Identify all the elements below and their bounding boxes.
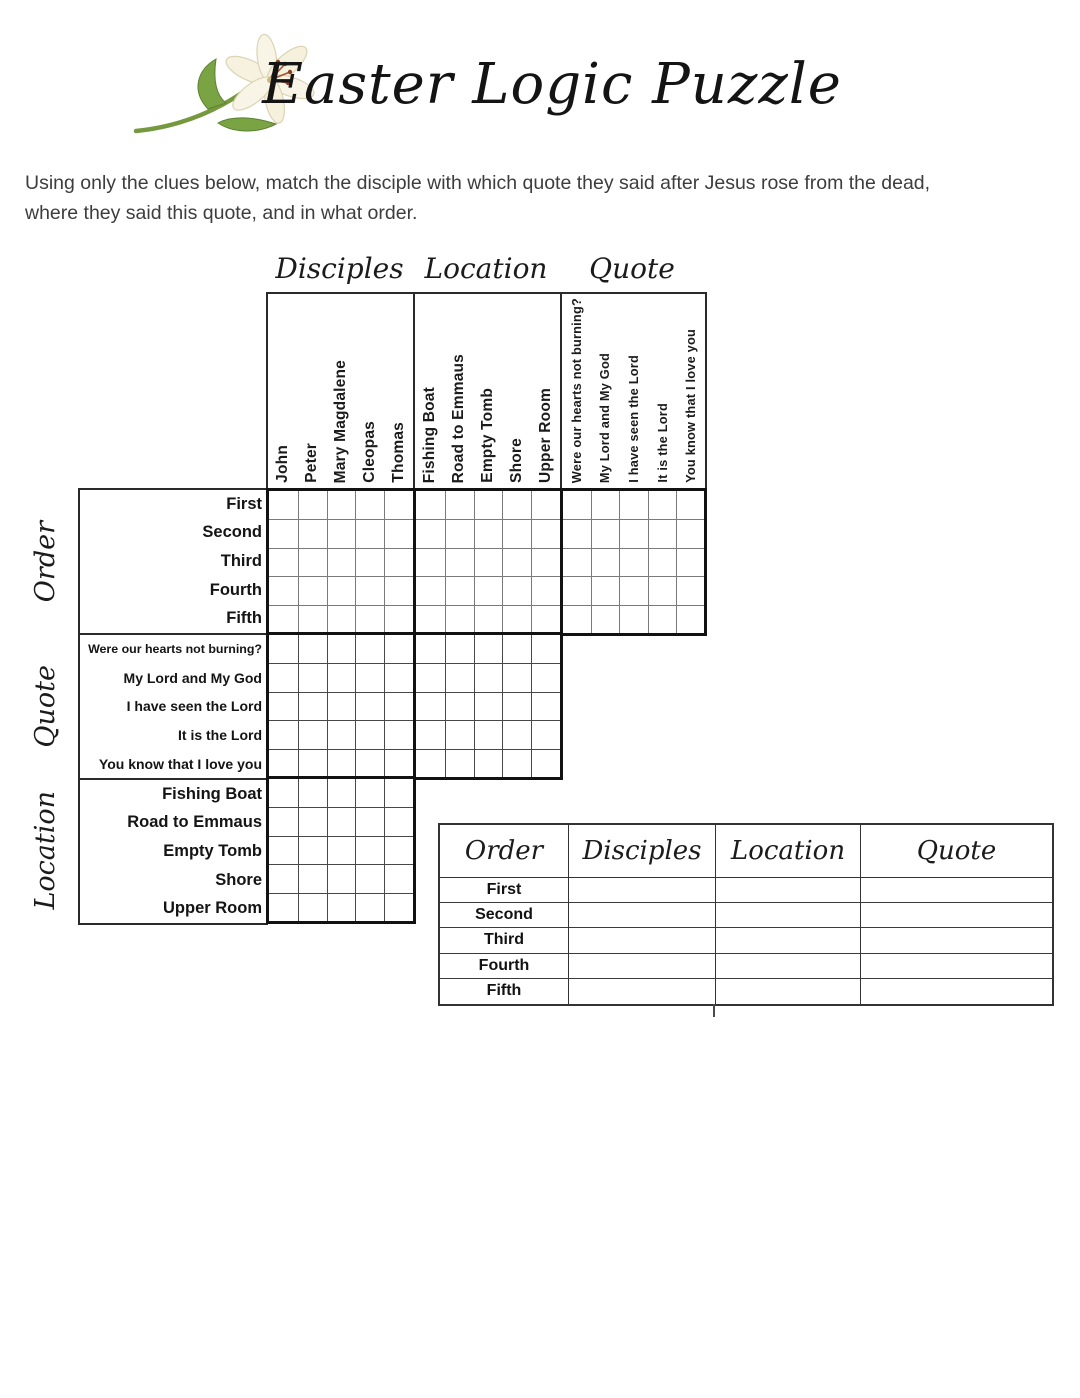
answer-cell-fourth-disciple[interactable] [568,954,715,979]
grid-cell[interactable] [474,548,503,576]
column-label-location: Fishing Boat [420,386,438,483]
grid-block-quote-disciples [266,632,416,780]
column-header-group-location [413,294,560,488]
grid-cell[interactable] [445,519,474,547]
grid-cell[interactable] [327,519,356,547]
row-group-label-order: Order [29,521,61,603]
grid-cell[interactable] [474,720,503,748]
grid-cell[interactable] [327,779,356,807]
column-label-location: Shore [507,438,525,483]
grid-cell[interactable] [269,807,298,835]
grid-cell[interactable] [384,635,413,663]
grid-cell[interactable] [563,576,591,604]
grid-cell[interactable] [384,807,413,835]
grid-cell[interactable] [502,491,531,519]
answer-header-order: Order [440,825,568,878]
grid-cell[interactable] [298,779,327,807]
row-label-location: Empty Tomb [163,841,262,860]
grid-cell[interactable] [384,720,413,748]
grid-cell[interactable] [502,749,531,777]
grid-cell[interactable] [298,663,327,691]
grid-block-order-location [413,488,563,636]
grid-cell[interactable] [327,605,356,633]
grid-cell[interactable] [563,519,591,547]
row-label-section-order [80,490,266,633]
grid-cell[interactable] [474,692,503,720]
grid-cell[interactable] [502,720,531,748]
grid-cell[interactable] [563,605,591,633]
grid-cell[interactable] [269,692,298,720]
grid-cell[interactable] [298,893,327,921]
grid-cell[interactable] [474,605,503,633]
row-label-order: Third [220,551,262,570]
column-label-quote: My Lord and My God [597,352,613,483]
grid-block-order-disciples [266,488,416,636]
column-header-group-disciples [266,294,413,488]
grid-cell[interactable] [676,576,704,604]
grid-cell[interactable] [269,864,298,892]
grid-cell[interactable] [327,635,356,663]
grid-cell[interactable] [676,491,704,519]
row-label-quote: My Lord and My God [123,669,262,686]
grid-cell[interactable] [327,836,356,864]
grid-cell[interactable] [416,491,445,519]
answer-cell-fifth-location[interactable] [715,979,860,1004]
grid-cell[interactable] [384,749,413,777]
grid-cell[interactable] [355,893,384,921]
grid-cell[interactable] [502,576,531,604]
grid-cell[interactable] [327,548,356,576]
column-label-disciple: Cleopas [360,421,378,483]
grid-cell[interactable] [445,548,474,576]
grid-cell[interactable] [416,576,445,604]
grid-cell[interactable] [384,893,413,921]
grid-cell[interactable] [298,519,327,547]
grid-cell[interactable] [591,519,619,547]
grid-cell[interactable] [531,692,560,720]
row-group-label-quote: Quote [29,664,61,748]
grid-cell[interactable] [502,548,531,576]
grid-cell[interactable] [269,519,298,547]
grid-cell[interactable] [269,491,298,519]
row-label-location: Fishing Boat [162,784,262,803]
column-label-disciple: Peter [302,443,320,483]
answer-cell-first-quote[interactable] [860,878,1052,903]
grid-cell[interactable] [563,491,591,519]
instructions-line-1: Using only the clues below, match the disciple with which quote they said after Jesus rose from the dead, [25,172,931,194]
grid-cell[interactable] [327,893,356,921]
grid-cell[interactable] [416,605,445,633]
grid-cell[interactable] [619,605,647,633]
answer-row-label: Third [440,928,568,953]
column-label-disciple: John [273,445,291,483]
answer-cell-second-location[interactable] [715,903,860,928]
grid-cell[interactable] [474,663,503,691]
grid-cell[interactable] [531,605,560,633]
column-label-disciple: Thomas [389,422,407,483]
grid-cell[interactable] [474,576,503,604]
row-labels-box [78,488,268,925]
answer-row-label: First [440,878,568,903]
grid-block-quote-location [413,632,563,780]
column-label-quote: You know that I love you [683,329,699,483]
answer-table [438,823,1054,1006]
answer-cell-third-location[interactable] [715,928,860,953]
grid-cell[interactable] [355,519,384,547]
grid-cell[interactable] [474,491,503,519]
grid-cell[interactable] [502,692,531,720]
grid-cell[interactable] [445,605,474,633]
grid-cell[interactable] [298,749,327,777]
grid-cell[interactable] [327,491,356,519]
grid-cell[interactable] [445,663,474,691]
grid-cell[interactable] [648,548,676,576]
answer-cell-first-location[interactable] [715,878,860,903]
grid-cell[interactable] [298,605,327,633]
grid-cell[interactable] [416,749,445,777]
row-label-order: Fifth [226,609,262,628]
grid-cell[interactable] [355,836,384,864]
column-label-quote: I have seen the Lord [625,355,641,483]
grid-cell[interactable] [269,576,298,604]
grid-cell[interactable] [619,491,647,519]
grid-cell[interactable] [591,605,619,633]
grid-cell[interactable] [416,720,445,748]
grid-cell[interactable] [327,807,356,835]
grid-cell[interactable] [676,605,704,633]
answer-cell-fifth-quote[interactable] [860,979,1052,1004]
answer-cell-fifth-disciple[interactable] [568,979,715,1004]
grid-cell[interactable] [591,548,619,576]
column-group-label-disciples: Disciples [275,252,404,285]
grid-cell[interactable] [648,605,676,633]
grid-cell[interactable] [474,519,503,547]
grid-cell[interactable] [269,635,298,663]
answer-header-quote: Quote [860,825,1052,878]
grid-cell[interactable] [563,548,591,576]
grid-cell[interactable] [355,807,384,835]
grid-cell[interactable] [591,576,619,604]
grid-cell[interactable] [355,864,384,892]
grid-cell[interactable] [298,807,327,835]
column-label-disciple: Mary Magdalene [331,359,349,483]
grid-cell[interactable] [355,663,384,691]
grid-cell[interactable] [327,692,356,720]
grid-cell[interactable] [355,576,384,604]
page-title: Easter Logic Puzzle [262,52,842,117]
grid-cell[interactable] [355,548,384,576]
grid-cell[interactable] [327,749,356,777]
grid-cell[interactable] [298,548,327,576]
grid-cell[interactable] [445,491,474,519]
grid-cell[interactable] [445,749,474,777]
grid-cell[interactable] [445,576,474,604]
grid-cell[interactable] [384,576,413,604]
column-group-label-quote: Quote [589,252,675,285]
row-label-order: Fourth [209,580,262,599]
answer-cell-third-disciple[interactable] [568,928,715,953]
answer-row-label: Second [440,903,568,928]
grid-cell[interactable] [445,635,474,663]
row-label-order: First [226,494,262,513]
row-label-quote: It is the Lord [178,727,262,744]
grid-cell[interactable] [298,692,327,720]
grid-cell[interactable] [384,491,413,519]
grid-cell[interactable] [269,779,298,807]
grid-cell[interactable] [474,635,503,663]
answer-row-label: Fifth [486,982,522,1000]
grid-cell[interactable] [676,519,704,547]
grid-cell[interactable] [327,576,356,604]
answer-header-location: Location [715,825,860,878]
instructions-line-2: where they said this quote, and in what order. [25,202,418,224]
column-label-quote: Were our hearts not burning? [568,297,584,483]
grid-cell[interactable] [269,749,298,777]
grid-cell[interactable] [355,720,384,748]
grid-cell[interactable] [416,635,445,663]
row-label-section-location [80,778,266,923]
table-divider-tail [713,1004,715,1017]
grid-cell[interactable] [384,663,413,691]
grid-cell[interactable] [531,576,560,604]
row-group-label-location: Location [29,790,61,910]
grid-cell[interactable] [445,692,474,720]
row-label-order: Second [202,523,262,542]
grid-cell[interactable] [648,519,676,547]
row-label-section-quote [80,633,266,778]
grid-cell[interactable] [327,663,356,691]
grid-cell[interactable] [531,491,560,519]
column-label-location: Upper Room [536,388,554,483]
grid-cell[interactable] [384,519,413,547]
grid-cell[interactable] [384,692,413,720]
grid-cell[interactable] [502,605,531,633]
grid-cell[interactable] [269,663,298,691]
row-label-quote: Were our hearts not burning? [88,642,262,657]
grid-cell[interactable] [619,548,647,576]
row-label-location: Shore [215,870,262,889]
column-label-quote: It is the Lord [654,403,670,483]
instructions-text [25,168,1055,228]
grid-cell[interactable] [648,576,676,604]
grid-cell[interactable] [531,635,560,663]
grid-cell[interactable] [269,605,298,633]
grid-cell[interactable] [298,836,327,864]
grid-cell[interactable] [384,864,413,892]
grid-cell[interactable] [384,605,413,633]
grid-cell[interactable] [591,491,619,519]
answer-cell-fourth-quote[interactable] [860,954,1052,979]
answer-cell-second-disciple[interactable] [568,903,715,928]
grid-cell[interactable] [416,548,445,576]
grid-cell[interactable] [269,836,298,864]
grid-cell[interactable] [355,635,384,663]
row-label-location: Road to Emmaus [127,813,262,832]
grid-cell[interactable] [269,548,298,576]
grid-cell[interactable] [416,692,445,720]
column-headers [266,292,707,488]
grid-cell[interactable] [298,576,327,604]
grid-cell[interactable] [355,605,384,633]
grid-cell[interactable] [619,576,647,604]
row-label-quote: You know that I love you [98,755,262,772]
answer-row-label: Fourth [440,954,568,979]
grid-cell[interactable] [502,663,531,691]
grid-cell[interactable] [327,720,356,748]
answer-header-disciples: Disciples [568,825,715,878]
grid-cell[interactable] [531,749,560,777]
grid-cell[interactable] [384,548,413,576]
column-group-label-location: Location [424,252,548,285]
grid-cell[interactable] [531,548,560,576]
column-label-location: Empty Tomb [478,388,496,483]
grid-cell[interactable] [474,749,503,777]
grid-cell[interactable] [502,519,531,547]
row-label-quote: I have seen the Lord [126,698,262,715]
grid-cell[interactable] [298,635,327,663]
grid-cell[interactable] [355,491,384,519]
grid-cell[interactable] [355,779,384,807]
grid-cell[interactable] [298,720,327,748]
grid-cell[interactable] [531,720,560,748]
grid-cell[interactable] [298,491,327,519]
grid-cell[interactable] [384,779,413,807]
grid-cell[interactable] [648,491,676,519]
grid-cell[interactable] [531,519,560,547]
grid-cell[interactable] [416,663,445,691]
grid-cell[interactable] [531,663,560,691]
grid-cell[interactable] [269,720,298,748]
grid-cell[interactable] [355,749,384,777]
grid-block-location-disciples [266,776,416,924]
answer-cell-third-quote[interactable] [860,928,1052,953]
grid-cell[interactable] [416,519,445,547]
grid-cell[interactable] [298,864,327,892]
grid-cell[interactable] [384,836,413,864]
row-label-location: Upper Room [163,899,262,918]
column-label-location: Road to Emmaus [449,353,467,483]
grid-cell[interactable] [269,893,298,921]
grid-cell[interactable] [619,519,647,547]
grid-cell[interactable] [502,635,531,663]
answer-cell-second-quote[interactable] [860,903,1052,928]
grid-cell[interactable] [327,864,356,892]
grid-block-order-quote [560,488,707,636]
grid-cell[interactable] [445,720,474,748]
answer-cell-first-disciple[interactable] [568,878,715,903]
answer-cell-fourth-location[interactable] [715,954,860,979]
grid-cell[interactable] [355,692,384,720]
grid-cell[interactable] [676,548,704,576]
column-header-group-quote [560,294,707,488]
